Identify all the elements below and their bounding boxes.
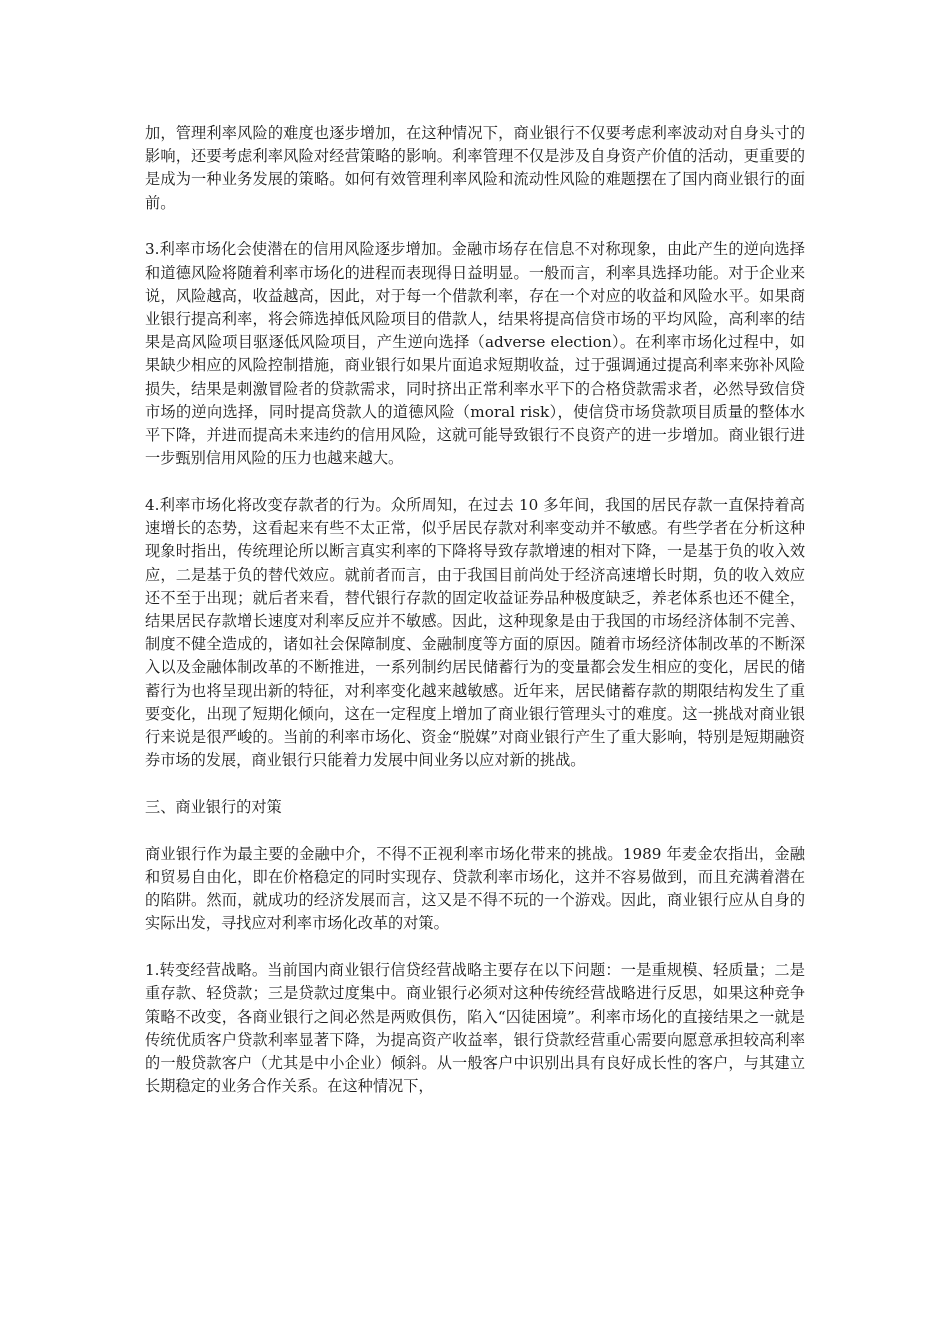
document-body [145, 122, 805, 1122]
paragraph-depositor-behavior: 4.利率市场化将改变存款者的行为。众所周知，在过去 10 多年间，我国的居民存款一直保持着高速增长的态势，这看起来有些不太正常，似乎居民存款对利率变动并不敏感。有些学者在分析这种现象时指出，传统理论所以断言真实利率的下降将导致存款增速的相对下降，一是基于负的收入效应，二是基于负的替代效应。就前者而言，由于我国目前尚处于经济高速增长时期，负的收入效应还不至于出现；就后者来看，替代银行存款的固定收益证券品种极度缺乏，养老体系也还不健全，结果居民存款增长速度对利率反应并不敏感。因此，这种现象是由于我国的市场经济体制不完善、制度不健全造成的，诸如社会保障制度、金融制度等方面的原因。随着市场经济体制改革的不断深入以及金融体制改革的不断推进，一系列制约居民储蓄行为的变量都会发生相应的变化，居民的储蓄行为也将呈现出新的特征，对利率变化越来越敏感。近年来，居民储蓄存款的期限结构发生了重要变化，出现了短期化倾向，这在一定程度上增加了商业银行管理头寸的难度。这一挑战对商业银行来说是很严峻的。当前的利率市场化、资金“脱媒”对商业银行产生了重大影响，特别是短期融资券市场的发展，商业银行只能着力发展中间业务以应对新的挑战。 [145, 496, 805, 770]
paragraph-countermeasures-intro: 商业银行作为最主要的金融中介，不得不正视利率市场化带来的挑战。1989 年麦金农指出，金融和贸易自由化，即在价格稳定的同时实现存、贷款利率市场化，这并不容易做到，而且充满着潜在的陷阱。然而，就成功的经济发展而言，这又是不得不玩的一个游戏。因此，商业银行应从自身的实际出发，寻找应对利率市场化改革的对策。 [145, 844, 805, 933]
paragraph-strategy-shift: 1.转变经营战略。当前国内商业银行信贷经营战略主要存在以下问题：一是重规模、轻质量；二是重存款、轻贷款；三是贷款过度集中。商业银行必须对这种传统经营战略进行反思，如果这种竞争策略不改变，各商业银行之间必然是两败俱伤，陷入“囚徒困境”。利率市场化的直接结果之一就是传统优质客户贷款利率显著下降，为提高资产收益率，银行贷款经营重心需要向愿意承担较高利率的一般贷款客户（尤其是中小企业）倾斜。从一般客户中识别出具有良好成长性的客户，与其建立长期稳定的业务合作关系。在这种情况下， [145, 961, 805, 1096]
paragraph-credit-risk: 3.利率市场化会使潜在的信用风险逐步增加。金融市场存在信息不对称现象，由此产生的逆向选择和道德风险将随着利率市场化的进程而表现得日益明显。一般而言，利率具选择功能。对于企业来说，风险越高，收益越高，因此，对于每一个借款利率，存在一个对应的收益和风险水平。如果商业银行提高利率，将会筛选掉低风险项目的借款人，结果将提高信贷市场的平均风险，高利率的结果是高风险项目驱逐低风险项目，产生逆向选择（adverse election）。在利率市场化过程中，如果缺少相应的风险控制措施，商业银行如果片面追求短期收益，过于强调通过提高利率来弥补风险损失，结果是刺激冒险者的贷款需求，同时挤出正常利率水平下的合格贷款需求者，必然导致信贷市场的逆向选择，同时提高贷款人的道德风险（moral risk），使信贷市场贷款项目质量的整体水平下降，并进而提高未来违约的信用风险，这就可能导致银行不良资产的进一步增加。商业银行进一步甄别信用风险的压力也越来越大。 [145, 240, 805, 468]
paragraph-interest-risk: 加，管理利率风险的难度也逐步增加，在这种情况下，商业银行不仅要考虑利率波动对自身头寸的影响，还要考虑利率风险对经营策略的影响。利率管理不仅是涉及自身资产价值的活动，更重要的是成为一种业务发展的策略。如何有效管理利率风险和流动性风险的难题摆在了国内商业银行的面前。 [145, 124, 805, 212]
section-heading: 三、商业银行的对策 [145, 798, 282, 817]
